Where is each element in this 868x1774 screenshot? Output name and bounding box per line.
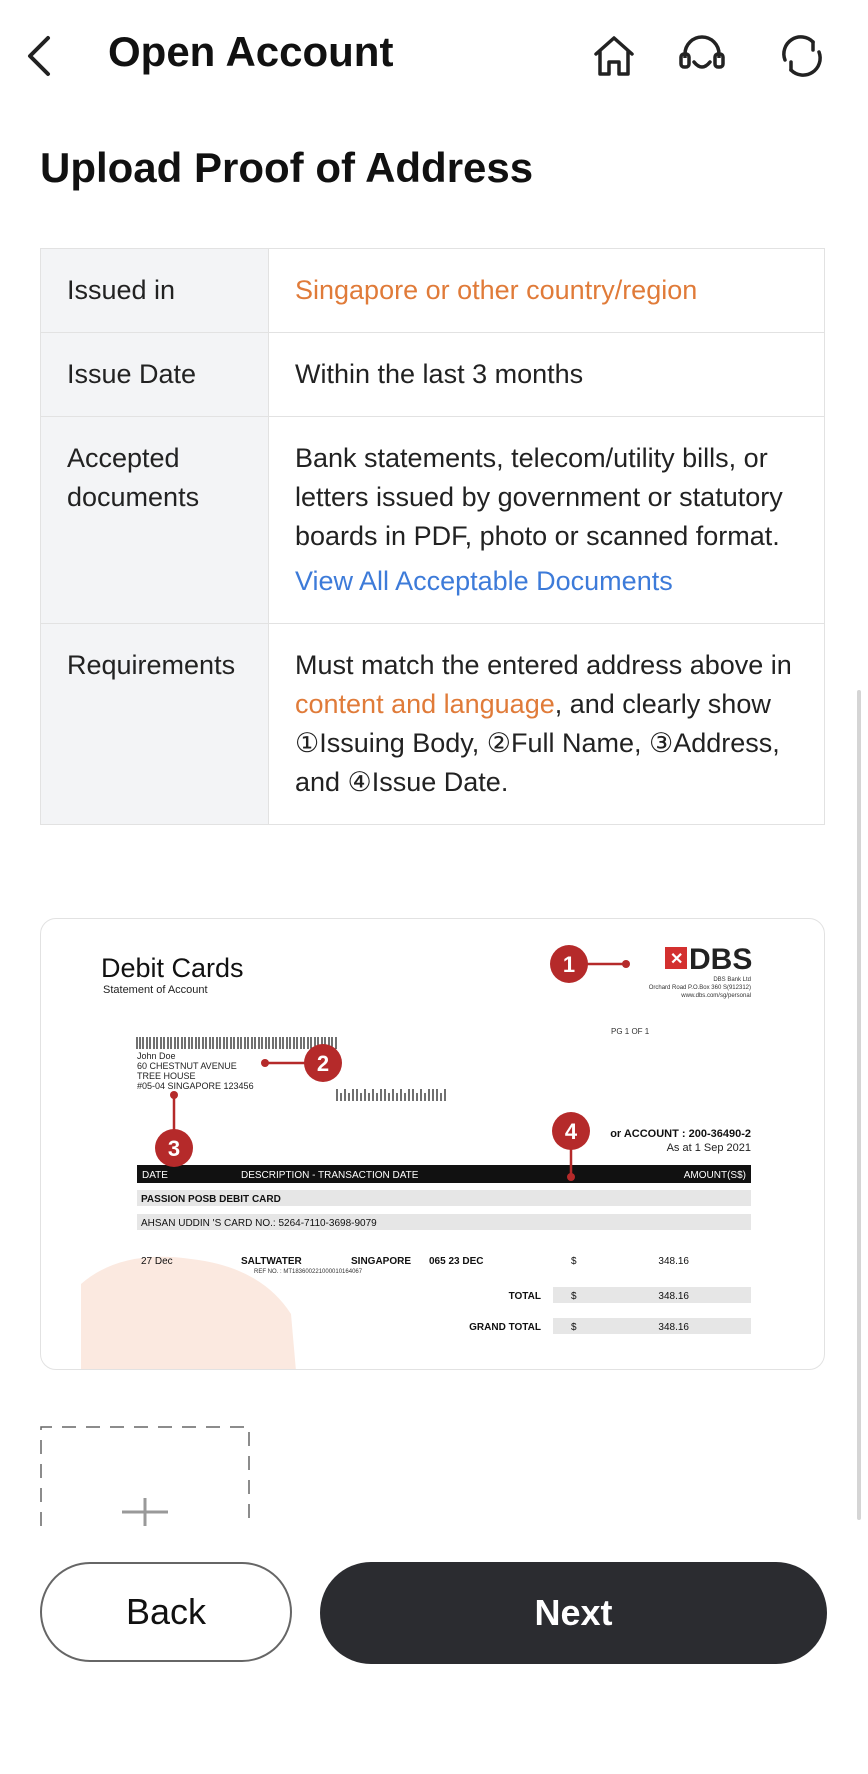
barcode: [137, 1037, 336, 1049]
row-label: Issued in: [41, 249, 269, 332]
table-row: [41, 417, 824, 624]
svg-text:3: 3: [167, 1136, 181, 1161]
svg-text:✕: ✕: [670, 951, 684, 968]
txn-amount: 348.16: [658, 1256, 689, 1267]
row-label: Requirements: [41, 624, 269, 824]
accepted-documents-text: Bank statements, telecom/utility bills, or letters issued by government or statutory boards in PDF, photo or scanned format.: [295, 443, 783, 551]
table-row: [41, 624, 824, 824]
plus-icon: [122, 1498, 168, 1526]
txn-ref: REF NO. : MT183600221000010164067: [254, 1269, 363, 1275]
row-value: [269, 624, 824, 824]
next-button[interactable]: Next: [320, 1562, 827, 1664]
back-button[interactable]: [8, 24, 72, 88]
account-number: or ACCOUNT : 200-36490-2: [610, 1128, 751, 1140]
address-line-3: #05-04 SINGAPORE 123456: [137, 1081, 254, 1091]
marker-3: [155, 1091, 193, 1167]
view-all-documents-link[interactable]: View All Acceptable Documents: [295, 566, 673, 596]
total-amount: 348.16: [658, 1291, 689, 1302]
txn-merchant: SALTWATER: [241, 1256, 302, 1267]
statement-table-header: [137, 1165, 751, 1183]
page-title: Upload Proof of Address: [40, 144, 534, 191]
support-button[interactable]: [670, 24, 734, 88]
row-label: Accepted documents: [41, 417, 269, 623]
bank-line-2: Orchard Road P.O.Box 360 S(912312): [648, 985, 751, 991]
table-row: [41, 333, 824, 417]
home-button[interactable]: [582, 24, 646, 88]
bank-line-3: www.dbs.com/sg/personal: [681, 993, 751, 999]
svg-text:1: 1: [562, 952, 576, 977]
svg-text:4: 4: [564, 1119, 578, 1144]
upload-add-box[interactable]: [40, 1426, 250, 1526]
refresh-button[interactable]: [770, 24, 834, 88]
marker-1: [550, 945, 630, 983]
requirements-text-post: , and clearly show ①Issuing Body, ②Full Name, ③Address, and ④Issue Date.: [295, 689, 780, 797]
as-at-date: As at 1 Sep 2021: [666, 1142, 751, 1154]
address-line-1: 60 CHESTNUT AVENUE: [137, 1061, 237, 1071]
postal-barcode: [337, 1089, 445, 1101]
back-chevron-icon: [20, 32, 60, 80]
row-label: Issue Date: [41, 333, 269, 416]
txn-currency: $: [571, 1256, 577, 1267]
headset-icon: [676, 32, 728, 80]
grand-total-currency: $: [571, 1322, 577, 1333]
txn-code: 065 23 DEC: [429, 1256, 484, 1267]
col-amount: AMOUNT(S$): [683, 1170, 746, 1181]
grand-total-label: GRAND TOTAL: [469, 1322, 541, 1333]
customer-name: John Doe: [137, 1051, 176, 1061]
back-button-bottom[interactable]: Back: [40, 1562, 292, 1662]
col-description: DESCRIPTION - TRANSACTION DATE: [241, 1170, 419, 1181]
content-language-link[interactable]: content and language: [295, 689, 555, 719]
total-currency: $: [571, 1291, 577, 1302]
bank-line-1: DBS Bank Ltd: [713, 977, 751, 983]
grand-total-amount: 348.16: [658, 1322, 689, 1333]
col-date: DATE: [142, 1170, 168, 1181]
home-icon: [590, 32, 638, 80]
row-value: Within the last 3 months: [295, 359, 584, 389]
scrollbar[interactable]: [857, 690, 861, 1520]
card-number: AHSAN UDDIN 'S CARD NO.: 5264-7110-3698-9079: [141, 1218, 377, 1229]
header-title: Open Account: [108, 28, 394, 75]
bank-name: DBS: [689, 943, 753, 976]
refresh-icon: [777, 31, 827, 81]
requirements-text-pre: Must match the entered address above in: [295, 650, 792, 680]
address-line-2: TREE HOUSE: [137, 1071, 196, 1081]
total-label: TOTAL: [508, 1291, 541, 1302]
marker-2: [261, 1044, 342, 1082]
card-name: PASSION POSB DEBIT CARD: [141, 1194, 281, 1205]
row-value: Singapore or other country/region: [295, 275, 698, 305]
row-value: [269, 417, 824, 623]
dbs-logo: [665, 943, 752, 976]
requirements-table: [40, 248, 825, 825]
svg-text:2: 2: [316, 1051, 330, 1076]
txn-city: SINGAPORE: [351, 1256, 412, 1267]
statement-title: Debit Cards: [101, 953, 244, 983]
txn-date: 27 Dec: [141, 1256, 173, 1267]
sample-statement-image: [40, 918, 825, 1370]
table-row: [41, 249, 824, 333]
statement-subtitle: Statement of Account: [103, 984, 208, 996]
page-number: PG 1 OF 1: [611, 1027, 650, 1036]
